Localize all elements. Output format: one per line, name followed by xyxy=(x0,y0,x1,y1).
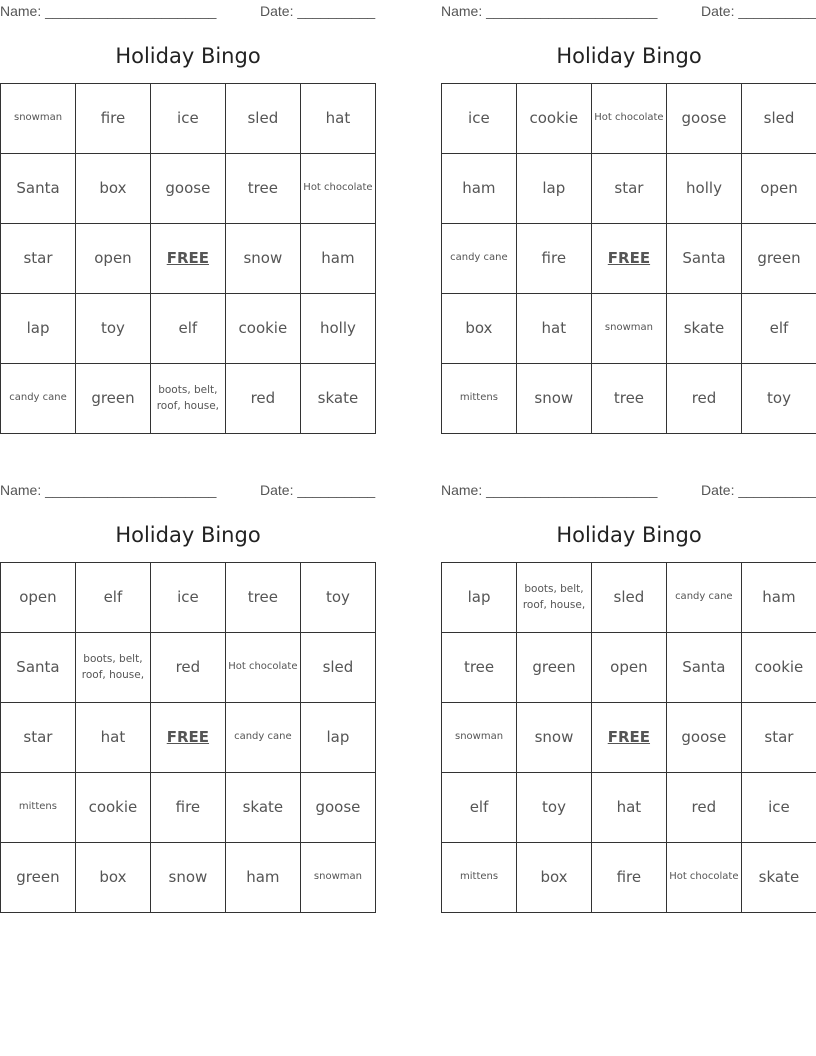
bingo-cell: lap xyxy=(300,703,375,773)
bingo-cell: lap xyxy=(1,294,76,364)
bingo-cell: mittens xyxy=(442,364,517,434)
bingo-cell: ham xyxy=(225,843,300,913)
bingo-cell: Hot chocolate xyxy=(591,84,666,154)
bingo-row xyxy=(442,364,816,434)
bingo-row xyxy=(1,563,376,633)
bingo-cell: fire xyxy=(150,773,225,843)
bingo-cell: goose xyxy=(150,154,225,224)
name-field-label: Name: ______________________ xyxy=(441,3,658,19)
bingo-cell: open xyxy=(76,224,151,294)
bingo-cell: Hot chocolate xyxy=(300,154,375,224)
bingo-row xyxy=(442,703,816,773)
bingo-cell: candy cane xyxy=(666,563,741,633)
bingo-cell: hat xyxy=(516,294,591,364)
bingo-cell: goose xyxy=(666,703,741,773)
bingo-cell: holly xyxy=(300,294,375,364)
bingo-cell: toy xyxy=(300,563,375,633)
bingo-row xyxy=(1,703,376,773)
bingo-cell: snow xyxy=(150,843,225,913)
bingo-grid xyxy=(0,83,376,434)
bingo-cell: toy xyxy=(742,364,816,434)
bingo-cell: hat xyxy=(300,84,375,154)
free-space-cell: FREE xyxy=(150,703,225,773)
bingo-cell: tree xyxy=(225,154,300,224)
card-title: Holiday Bingo xyxy=(115,44,261,68)
bingo-row xyxy=(1,84,376,154)
card-title: Holiday Bingo xyxy=(556,523,702,547)
bingo-row xyxy=(442,154,816,224)
bingo-grid xyxy=(441,562,816,913)
bingo-cell: sled xyxy=(300,633,375,703)
bingo-row xyxy=(442,773,816,843)
bingo-grid xyxy=(0,562,376,913)
bingo-cell: star xyxy=(591,154,666,224)
bingo-cell: Santa xyxy=(1,633,76,703)
bingo-cell: fire xyxy=(76,84,151,154)
bingo-row xyxy=(1,364,376,434)
bingo-cell: sled xyxy=(225,84,300,154)
bingo-cell: holly xyxy=(667,154,742,224)
bingo-cell: snow xyxy=(225,224,300,294)
bingo-row xyxy=(442,84,816,154)
bingo-cell: red xyxy=(667,364,742,434)
bingo-cell: toy xyxy=(517,773,592,843)
bingo-cell: elf xyxy=(442,773,517,843)
bingo-row xyxy=(1,224,376,294)
bingo-cell: skate xyxy=(225,773,300,843)
card-title: Holiday Bingo xyxy=(556,44,702,68)
bingo-cell: snow xyxy=(516,364,591,434)
bingo-cell: red xyxy=(150,633,225,703)
bingo-cell: Hot chocolate xyxy=(666,843,741,913)
bingo-cell: elf xyxy=(150,294,225,364)
bingo-cell: snow xyxy=(517,703,592,773)
bingo-cell: hat xyxy=(75,703,150,773)
bingo-cell: candy cane xyxy=(442,224,517,294)
bingo-cell: fire xyxy=(516,224,591,294)
bingo-row xyxy=(442,633,816,703)
bingo-cell: open xyxy=(742,154,816,224)
bingo-cell: elf xyxy=(742,294,816,364)
bingo-cell: sled xyxy=(591,563,666,633)
bingo-cell: green xyxy=(517,633,592,703)
bingo-cell: snowman xyxy=(442,703,517,773)
date-field-label: Date: __________ xyxy=(260,3,376,19)
bingo-cell: star xyxy=(1,224,76,294)
bingo-cell: goose xyxy=(667,84,742,154)
bingo-cell: snowman xyxy=(1,84,76,154)
bingo-cell: ham xyxy=(741,563,816,633)
bingo-cell: star xyxy=(1,703,76,773)
date-field-label: Date: __________ xyxy=(260,482,376,498)
bingo-cell: box xyxy=(76,154,151,224)
bingo-cell: elf xyxy=(75,563,150,633)
bingo-row xyxy=(1,843,376,913)
bingo-cell: red xyxy=(225,364,300,434)
bingo-cell: tree xyxy=(442,633,517,703)
bingo-cell: snowman xyxy=(591,294,666,364)
date-field-label: Date: __________ xyxy=(701,3,816,19)
bingo-cell: mittens xyxy=(442,843,517,913)
bingo-row xyxy=(1,633,376,703)
bingo-cell: green xyxy=(1,843,76,913)
bingo-row xyxy=(1,154,376,224)
date-field-label: Date: __________ xyxy=(701,482,816,498)
bingo-cell: open xyxy=(1,563,76,633)
bingo-cell: green xyxy=(742,224,816,294)
bingo-cell: boots, belt, roof, house, xyxy=(150,364,225,434)
bingo-row xyxy=(442,224,816,294)
bingo-cell: ice xyxy=(150,84,225,154)
bingo-cell: ham xyxy=(300,224,375,294)
free-space-cell: FREE xyxy=(591,703,666,773)
bingo-cell: fire xyxy=(591,843,666,913)
bingo-cell: boots, belt, roof, house, xyxy=(517,563,592,633)
bingo-cell: sled xyxy=(742,84,816,154)
bingo-cell: green xyxy=(76,364,151,434)
bingo-cell: mittens xyxy=(1,773,76,843)
bingo-cell: skate xyxy=(667,294,742,364)
bingo-cell: hat xyxy=(591,773,666,843)
bingo-cell: Hot chocolate xyxy=(225,633,300,703)
bingo-row xyxy=(442,563,816,633)
bingo-cell: Santa xyxy=(667,224,742,294)
bingo-cell: goose xyxy=(300,773,375,843)
bingo-grid xyxy=(441,83,816,434)
bingo-cell: cookie xyxy=(75,773,150,843)
bingo-cell: lap xyxy=(442,563,517,633)
bingo-cell: red xyxy=(666,773,741,843)
bingo-row xyxy=(442,843,816,913)
name-field-label: Name: ______________________ xyxy=(0,482,217,498)
name-field-label: Name: ______________________ xyxy=(0,3,217,19)
bingo-cell: candy cane xyxy=(1,364,76,434)
bingo-cell: ice xyxy=(442,84,517,154)
free-space-cell: FREE xyxy=(591,224,666,294)
bingo-cell: cookie xyxy=(741,633,816,703)
bingo-cell: star xyxy=(741,703,816,773)
bingo-row xyxy=(1,294,376,364)
free-space-cell: FREE xyxy=(150,224,225,294)
bingo-row xyxy=(442,294,816,364)
bingo-cell: tree xyxy=(591,364,666,434)
bingo-cell: box xyxy=(75,843,150,913)
bingo-cell: ham xyxy=(442,154,517,224)
bingo-cell: skate xyxy=(300,364,375,434)
bingo-cell: skate xyxy=(741,843,816,913)
bingo-cell: cookie xyxy=(516,84,591,154)
bingo-cell: cookie xyxy=(225,294,300,364)
bingo-cell: boots, belt, roof, house, xyxy=(75,633,150,703)
bingo-cell: Santa xyxy=(666,633,741,703)
card-title: Holiday Bingo xyxy=(115,523,261,547)
bingo-cell: tree xyxy=(225,563,300,633)
bingo-row xyxy=(1,773,376,843)
bingo-cell: candy cane xyxy=(225,703,300,773)
bingo-cell: toy xyxy=(76,294,151,364)
bingo-cell: snowman xyxy=(300,843,375,913)
bingo-cell: box xyxy=(517,843,592,913)
bingo-cell: Santa xyxy=(1,154,76,224)
bingo-cell: ice xyxy=(741,773,816,843)
bingo-cell: ice xyxy=(150,563,225,633)
bingo-cell: lap xyxy=(516,154,591,224)
bingo-cell: box xyxy=(442,294,517,364)
name-field-label: Name: ______________________ xyxy=(441,482,658,498)
bingo-cell: open xyxy=(591,633,666,703)
